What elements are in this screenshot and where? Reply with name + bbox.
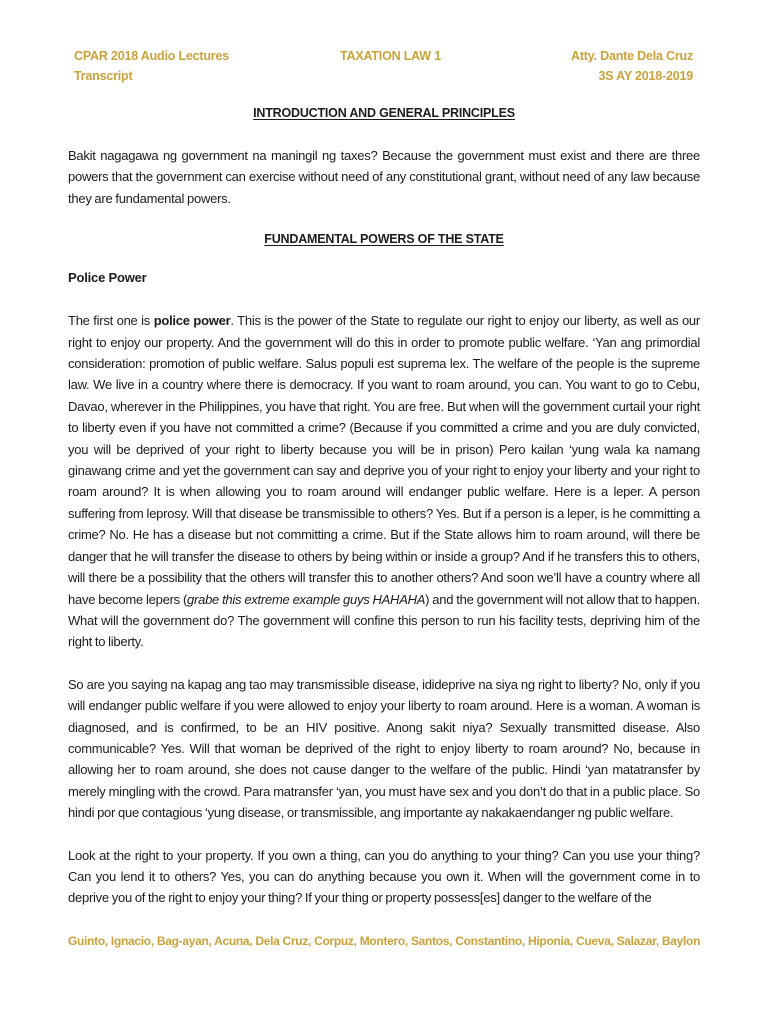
paragraph-transmissible-disease: So are you saying na kapag ang tao may transmissible disease, idideprive na siya ng right to liberty? No, only if you will endanger public welfare if you were allowed to enjoy your liberty to roam around. Here is a woman. A woman is diagnosed, and is confirmed, to be an HIV positive. Anong sakit niya? Sexually transmitted disease. Also communicable? Yes. Will that woman be deprived of the right to enjoy liberty to roam around? No, because in allowing her to roam around, she does not cause danger to the welfare of the public. Hindi ‘yan matatransfer by merely mingling with the crowd. Para matransfer ‘yan, you must have sex and you don’t do that in a public place. So hindi por que contagious ‘yung disease, or transmissible, ang importante ay nakakaendanger ng public welfare. (68, 676, 700, 821)
page-title: INTRODUCTION AND GENERAL PRINCIPLES (253, 106, 515, 120)
paragraph-tail: ) and the government will not allow that to happen. What will the government do? The government will confine this person to run his facility tests, depriving him of the right to liberty. (68, 591, 700, 650)
header-lecturer: Atty. Dante Dela Cruz (571, 49, 693, 63)
intro-paragraph: Bakit nagagawa ng government na maningil ng taxes? Because the government must exist and there are three powers that the government can exercise without need of any constitutional grant, without need of any law because they are fundamental powers. (68, 148, 700, 206)
header-course-subtitle: Transcript (74, 69, 133, 83)
paragraph-police-power (68, 310, 700, 653)
header-left (74, 46, 229, 86)
paragraph-aside: grabe this extreme example guys HAHAHA (187, 591, 426, 607)
term-police-power: police power (153, 313, 231, 329)
footer-contributors: Guinto, Ignacio, Bag-ayan, Acuna, Dela Cruz, Corpuz, Montero, Santos, Constantino, Hiponia, Cueva, Salazar, Baylon (68, 934, 701, 948)
header-course-title: CPAR 2018 Audio Lectures (74, 49, 229, 63)
document-body (68, 100, 700, 909)
paragraph-property: Look at the right to your property. If you own a thing, can you do anything to your thing? Can you use your thing? Can you lend it to others? Yes, you can do anything because you own it. When will the government come in to deprive you of the right to enjoy your thing? If your thing or property possess[es] danger to the welfare of the (68, 847, 700, 906)
header-center (340, 46, 441, 66)
paragraph-lead: The first one is (68, 313, 154, 329)
header-subject: TAXATION LAW 1 (340, 49, 441, 63)
section-title: FUNDAMENTAL POWERS OF THE STATE (264, 232, 504, 247)
header-right (571, 46, 693, 86)
paragraph-body: . This is the power of the State to regulate our right to enjoy our liberty, as well as our right to enjoy our property. And the government will do this in order to promote public welfare. ‘Yan ang primordial consideration: promotion of public welfare. Salus populi est suprema lex. The welfare of the people is the supreme law. We live in a country where there is democracy. If you want to roam around, you can. You want to go to Cebu, Davao, wherever in the Philippines, you have that right. You are free. But when will the government curtail your right to liberty even if you have not committed a crime? (Because if you committed a crime and you are duly convicted, you will be deprived of your right to liberty because you will be in prison) Pero kailan ‘yung wala ka namang ginawang crime and yet the government can say and deprive you of your right to enjoy your liberty and your right to roam around? It is when allowing you to roam around will endanger public welfare. Here is a leper. A person suffering from leprosy. Will that disease be transmissible to others? Yes. But if a person is a leper, is he committing a crime? No. He has a disease but not committing a crime. But if the State allows him to roam around, will there be danger that he will transfer the disease to others by being within or inside a group? And if he transfers this to others, will there be a possibility that the others will transfer this to another others? And soon we’ll have a country where all have become lepers ( (68, 313, 700, 607)
header-term: 3S AY 2018-2019 (598, 69, 693, 83)
subheading-police-power: Police Power (68, 270, 147, 286)
